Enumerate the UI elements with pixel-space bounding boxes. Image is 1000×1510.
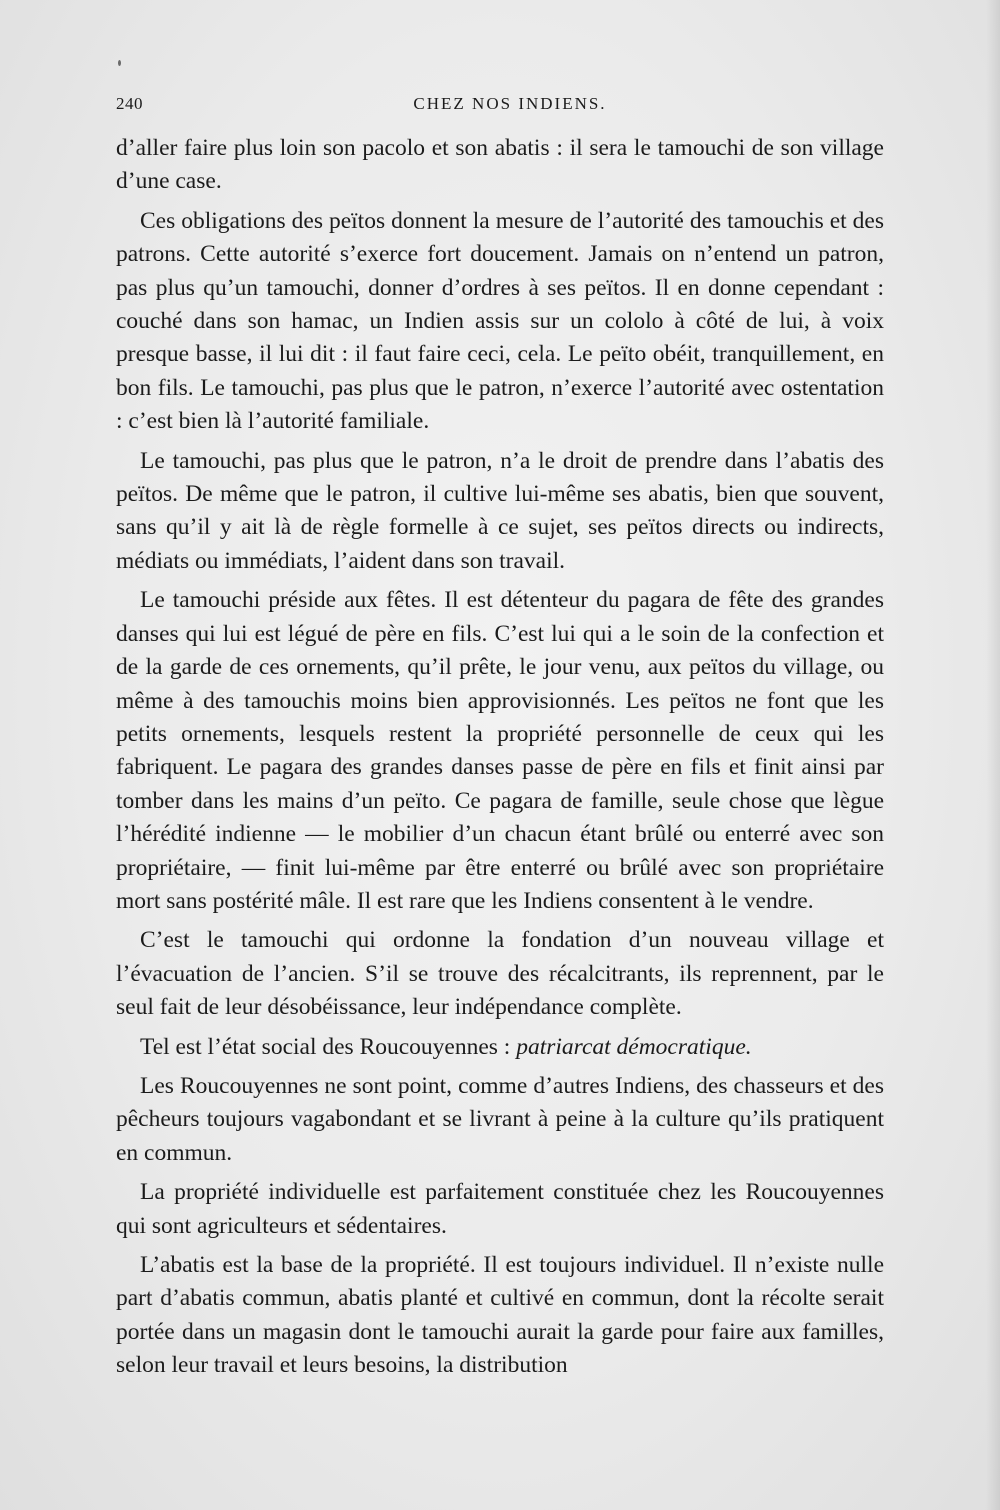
etat-social-emphasis: patriarcat démocratique. <box>516 1033 752 1060</box>
body-text <box>116 132 884 1383</box>
running-title: CHEZ NOS INDIENS. <box>413 94 607 113</box>
paragraph-continuation: d’aller faire plus loin son pacolo et son abatis : il sera le tamouchi de son village d’une case. <box>116 135 884 195</box>
paragraph-fetes: Le tamouchi préside aux fêtes. Il est détenteur du pagara de fête des grandes danses qui lui est légué de père en fils. C’est lui qui a le soin de la confection et de la garde de ces ornements, qu’il prête, le jour venu, aux peïtos du village, ou même à des tamouchis moins bien approvisionnés. Les peïtos ne font que les petits ornements, lesquels restent la propriété personnelle de ceux qui les fabriquent. Le pagara des grandes danses passe de père en fils et finit ainsi par tomber dans les mains d’un peïto. Ce pagara de famille, seule chose que lègue l’hérédité indienne — le mobilier d’un chacun étant brûlé ou enterré avec son propriétaire, — finit lui-même par être enterré ou brûlé avec son propriétaire mort sans postérité mâle. Il est rare que les Indiens consentent à le vendre. <box>116 587 884 914</box>
print-speck <box>118 60 121 66</box>
page-edge-shadow <box>986 0 1000 1510</box>
etat-social-text: Tel est l’état social des Roucouyennes : <box>140 1033 517 1060</box>
paragraph-chasseurs: Les Roucouyennes ne sont point, comme d’autres Indiens, des chasseurs et des pêcheurs toujours vagabondant et se livrant à peine à la culture qu’ils pratiquent en commun. <box>116 1072 884 1166</box>
paragraph-abatis-rights: Le tamouchi, pas plus que le patron, n’a le droit de prendre dans l’abatis des peïtos. De même que le patron, il cultive lui-même ses abatis, bien que souvent, sans qu’il y ait là de règle formelle à ce sujet, ses peïtos directs ou indirects, médiats ou immédiats, l’aident dans son travail. <box>116 447 884 574</box>
page-header <box>116 94 884 124</box>
paragraph-propriete: La propriété individuelle est parfaitement constituée chez les Roucouyennes qui sont agriculteurs et sédentaires. <box>116 1179 884 1239</box>
paragraph-abatis-base: L’abatis est la base de la propriété. Il est toujours individuel. Il n’existe nulle part d’abatis commun, abatis planté et cultivé en commun, dont la récolte serait portée dans un magasin dont le tamouchi aurait la garde pour faire aux familles, selon leur travail et leurs besoins, la distribution <box>116 1252 884 1379</box>
page-number: 240 <box>116 94 143 113</box>
paragraph-fondation: C’est le tamouchi qui ordonne la fondation d’un nouveau village et l’évacuation de l’ancien. S’il se trouve des récalcitrants, ils reprennent, par le seul fait de leur désobéissance, leur indépendance complète. <box>116 927 884 1021</box>
paragraph-obligations: Ces obligations des peïtos donnent la mesure de l’autorité des tamouchis et des patrons. Cette autorité s’exerce fort doucement. Jamais on n’entend un patron, pas plus qu’un tamouchi, donner d’ordres à ses peïtos. Il en donne cependant : couché dans son hamac, un Indien assis sur un cololo à côté de lui, à voix presque basse, il lui dit : il faut faire ceci, cela. Le peïto obéit, tranquillement, en bon fils. Le tamouchi, pas plus que le patron, n’exerce l’autorité avec ostentation : c’est bien là l’autorité familiale. <box>116 207 884 435</box>
paragraph-etat-social <box>116 1031 884 1064</box>
